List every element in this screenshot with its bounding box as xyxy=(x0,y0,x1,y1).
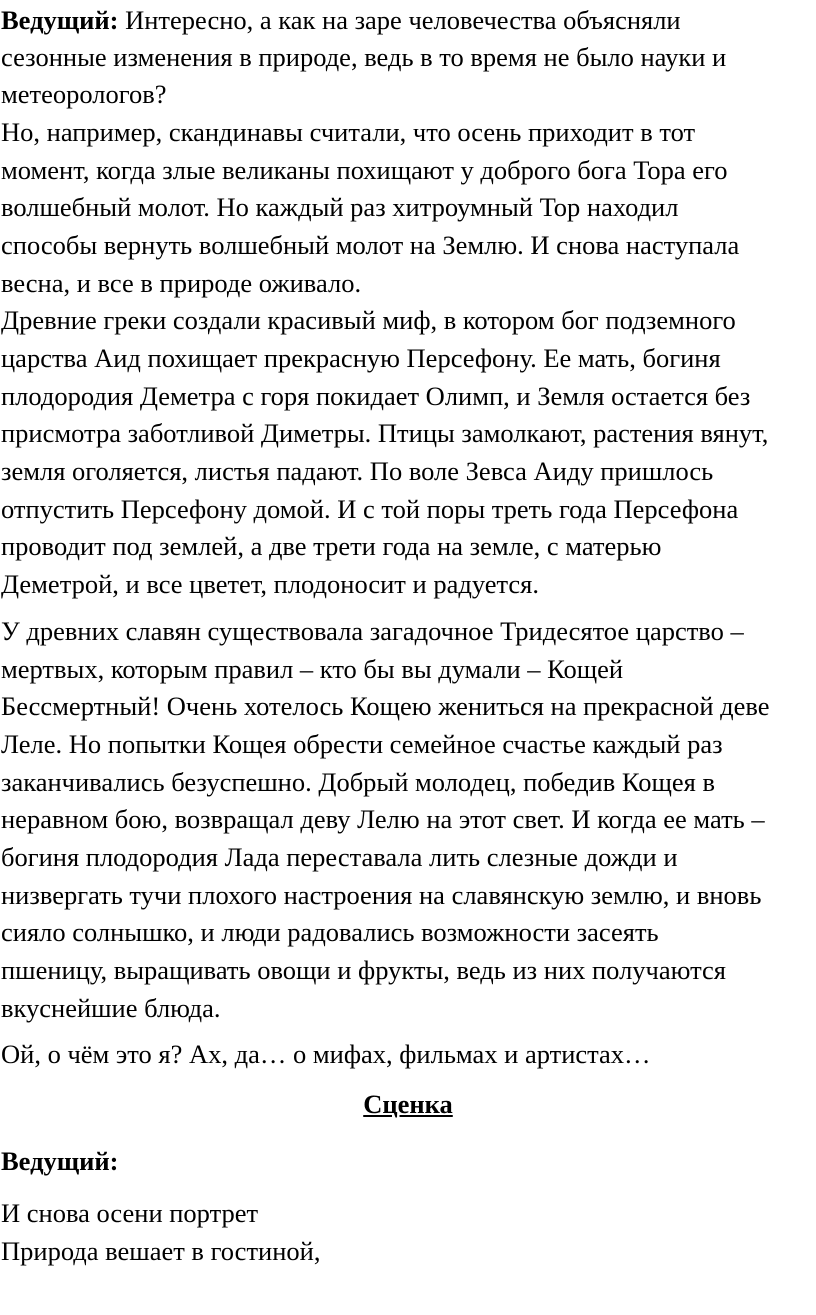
paragraph-line: У древних славян существовала загадочное Тридесятое царство – xyxy=(1,616,744,646)
paragraph-line: сияло солнышко, и люди радовались возможности засеять xyxy=(1,917,659,947)
poem-line: Природа вешает в гостиной, xyxy=(1,1236,321,1266)
line-text: Интересно, а как на заре человечества объясняли xyxy=(118,5,681,35)
paragraph-line: проводит под землей, а две трети года на земле, с матерью xyxy=(1,531,662,561)
host-label: Ведущий: xyxy=(1,1146,119,1176)
paragraph-line: низвергать тучи плохого настроения на славянскую землю, и вновь xyxy=(1,880,762,910)
speaker-label: Ведущий: xyxy=(1,5,119,35)
paragraph-line: Деметрой, и все цветет, плодоносит и радуется. xyxy=(1,569,539,599)
paragraph-line: отпустить Персефону домой. И с той поры треть года Персефона xyxy=(1,494,739,524)
paragraph-line: сезонные изменения в природе, ведь в то время не было науки и xyxy=(1,42,727,72)
paragraph-line: Бессмертный! Очень хотелось Кощею жениться на прекрасной деве xyxy=(1,691,770,721)
paragraph-line: богиня плодородия Лада переставала лить слезные дожди и xyxy=(1,842,678,872)
paragraph-line: пшеницу, выращивать овощи и фрукты, ведь из них получаются xyxy=(1,955,726,985)
paragraph-line xyxy=(1,2,681,40)
paragraph-line: волшебный молот. Но каждый раз хитроумный Тор находил xyxy=(1,192,679,222)
paragraph-line: Ой, о чём это я? Ах, да… о мифах, фильмах и артистах… xyxy=(1,1039,651,1069)
paragraph-line: Но, например, скандинавы считали, что осень приходит в тот xyxy=(1,117,696,147)
paragraph-line: весна, и все в природе оживало. xyxy=(1,268,362,298)
paragraph-line: мертвых, которым правил – кто бы вы думали – Кощей xyxy=(1,654,624,684)
paragraph-line: царства Аид похищает прекрасную Персефону. Ее мать, богиня xyxy=(1,343,721,373)
paragraph-line: присмотра заботливой Диметры. Птицы замолкают, растения вянут, xyxy=(1,418,769,448)
paragraph-line: неравном бою, возвращал деву Лелю на этот свет. И когда ее мать – xyxy=(1,804,765,834)
paragraph-line: плодородия Деметра с горя покидает Олимп, и Земля остается без xyxy=(1,381,751,411)
paragraph-line: момент, когда злые великаны похищают у доброго бога Тора его xyxy=(1,155,728,185)
paragraph-line: заканчивались безуспешно. Добрый молодец, победив Кощея в xyxy=(1,767,715,797)
paragraph-line: вкуснейшие блюда. xyxy=(1,993,221,1023)
paragraph-line: Древние греки создали красивый миф, в котором бог подземного xyxy=(1,305,736,335)
poem-line: И снова осени портрет xyxy=(1,1198,259,1228)
paragraph-line: метеорологов? xyxy=(1,79,167,109)
paragraph-line: способы вернуть волшебный молот на Землю. И снова наступала xyxy=(1,230,740,260)
paragraph-line: Леле. Но попытки Кощея обрести семейное счастье каждый раз xyxy=(1,729,723,759)
scene-title: Сценка xyxy=(363,1089,453,1119)
paragraph-line: земля оголяется, листья падают. По воле Зевса Аиду пришлось xyxy=(1,456,714,486)
